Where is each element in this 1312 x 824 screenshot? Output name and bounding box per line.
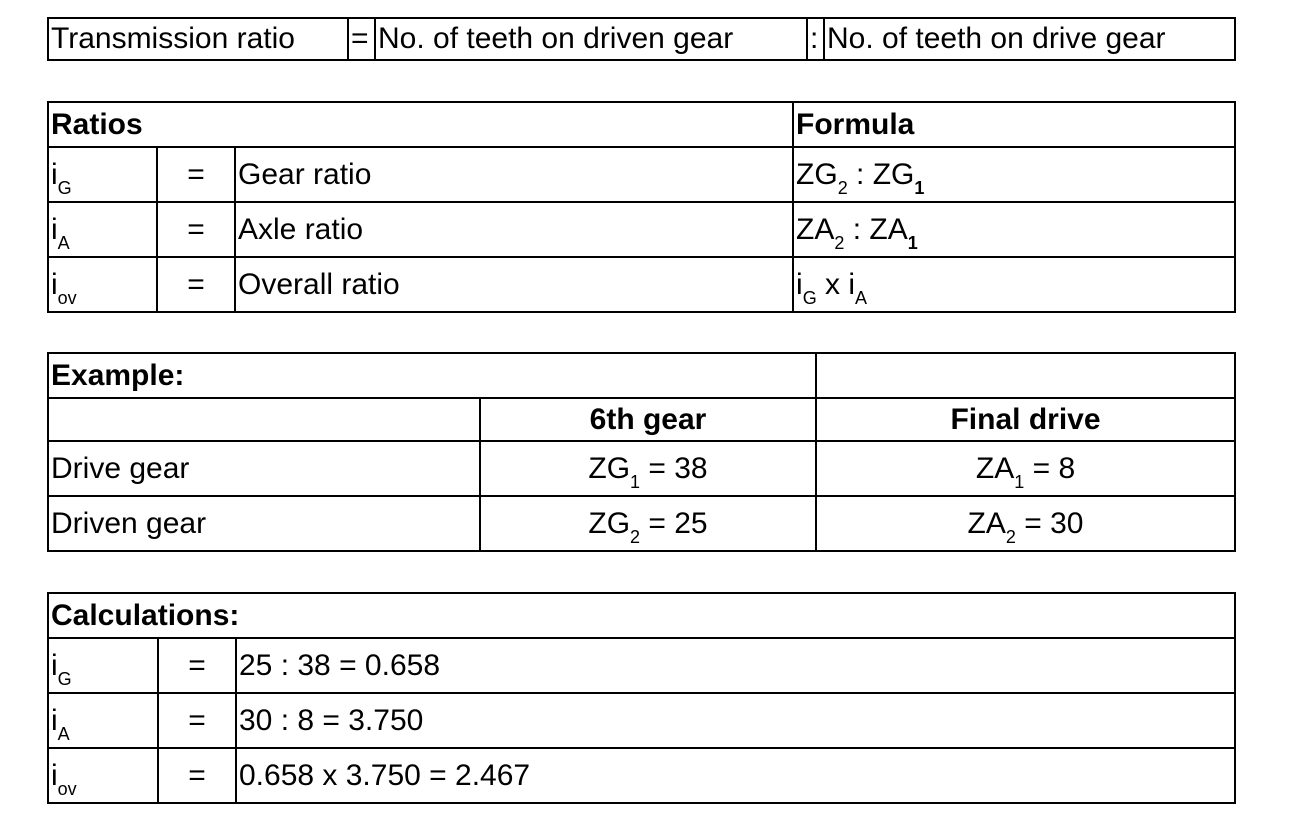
formula-header: Formula <box>793 102 1235 147</box>
calculations-table <box>47 592 1236 804</box>
ratios-table <box>47 101 1236 313</box>
calculation-row <box>48 693 1235 748</box>
axle-teeth-value: $ZA_2 = 30$ <box>816 496 1235 551</box>
calc-symbol: $i_A$ <box>48 693 158 748</box>
example-row <box>48 496 1235 551</box>
calc-expression: 30 : 8 = 3.750 <box>236 693 1235 748</box>
ratio-row <box>48 257 1235 312</box>
ratio-formula: $ZG_2$ : $ZG_1$ <box>793 147 1235 202</box>
definition-table <box>47 17 1236 61</box>
empty-cell <box>48 398 480 441</box>
calc-symbol: $i_G$ <box>48 638 158 693</box>
calculation-row <box>48 638 1235 693</box>
drive-teeth-label: No. of teeth on drive gear <box>824 18 1235 60</box>
row-label: Drive gear <box>48 441 480 496</box>
calculations-header: Calculations: <box>48 593 1235 638</box>
driven-teeth-label: No. of teeth on driven gear <box>375 18 807 60</box>
example-header: Example: <box>48 353 816 398</box>
calc-equals: = <box>158 748 236 803</box>
ratios-header: Ratios <box>48 102 793 147</box>
calc-expression: 0.658 x 3.750 = 2.467 <box>236 748 1235 803</box>
final-drive-header: Final drive <box>816 398 1235 441</box>
row-label: Driven gear <box>48 496 480 551</box>
ratio-formula: $ZA_2$ : $ZA_1$ <box>793 202 1235 257</box>
calc-equals: = <box>158 638 236 693</box>
equals-sign: = <box>348 18 375 60</box>
calc-equals: = <box>158 693 236 748</box>
colon-sign: : <box>807 18 824 60</box>
sixth-gear-header: 6th gear <box>480 398 816 441</box>
ratio-symbol: $i_A$ <box>48 202 157 257</box>
example-table <box>47 352 1236 552</box>
example-row <box>48 441 1235 496</box>
ratio-name: Axle ratio <box>235 202 793 257</box>
axle-teeth-value: $ZA_1 = 8$ <box>816 441 1235 496</box>
gear-teeth-value: $ZG_1 = 38$ <box>480 441 816 496</box>
calc-expression: 25 : 38 = 0.658 <box>236 638 1235 693</box>
ratio-row <box>48 147 1235 202</box>
ratio-equals: = <box>157 147 235 202</box>
ratio-symbol: $i_{ov}$ <box>48 257 157 312</box>
ratio-equals: = <box>157 202 235 257</box>
ratio-name: Overall ratio <box>235 257 793 312</box>
transmission-ratio-label: Transmission ratio <box>48 18 348 60</box>
ratio-name: Gear ratio <box>235 147 793 202</box>
ratio-symbol: $i_G$ <box>48 147 157 202</box>
ratio-formula: $i_G$ x $i_A$ <box>793 257 1235 312</box>
calc-symbol: $i_{ov}$ <box>48 748 158 803</box>
ratio-equals: = <box>157 257 235 312</box>
ratio-row <box>48 202 1235 257</box>
calculation-row <box>48 748 1235 803</box>
empty-cell <box>816 353 1235 398</box>
gear-teeth-value: $ZG_2 = 25$ <box>480 496 816 551</box>
